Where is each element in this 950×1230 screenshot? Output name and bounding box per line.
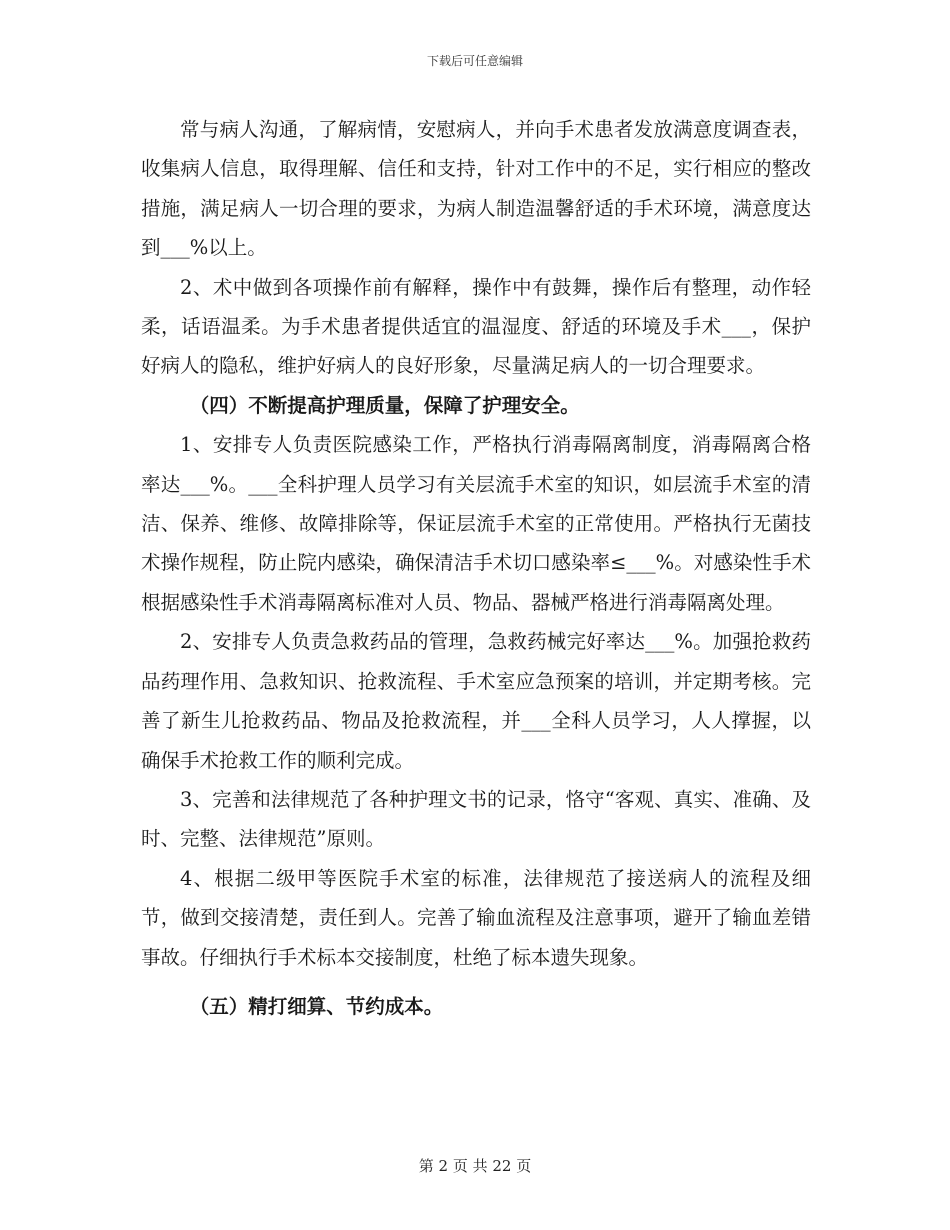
- page-footer: 第 2 页 共 22 页: [418, 1157, 532, 1175]
- paragraph-item-4-standards: 4、根据二级甲等医院手术室的标准，法律规范了接送病人的流程及细节，做到交接清楚，责任到人。完善了输血流程及注意事项，避开了输血差错事故。仔细执行手术标本交接制度，杜绝了标本遗失现象。: [141, 866, 811, 969]
- page-header: 下载后可任意编辑: [426, 54, 523, 68]
- paragraph-item-3-records: 3、完善和法律规范了各种护理文书的记录，恪守“客观、真实、准确、及时、完整、法律规范”原则。: [141, 787, 811, 851]
- section-heading-5: （五）精打细算、节约成本。: [189, 994, 444, 1018]
- document-body: [141, 110, 811, 1026]
- section-heading-4: （四）不断提高护理质量，保障了护理安全。: [189, 393, 580, 417]
- paragraph-item-2-intraop: 2、术中做到各项操作前有解释，操作中有鼓舞，操作后有整理，动作轻柔，话语温柔。为手术患者提供适宜的温湿度、舒适的环境及手术___，保护好病人的隐私，维护好病人的良好形象，尽量满足病人的一切合理要求。: [141, 275, 811, 378]
- paragraph-continuation: 常与病人沟通，了解病情，安慰病人，并向手术患者发放满意度调查表，收集病人信息，取得理解、信任和支持，针对工作中的不足，实行相应的整改措施，满足病人一切合理的要求，为病人制造温馨舒适的手术环境，满意度达到___%以上。: [141, 118, 811, 260]
- paragraph-item-1-infection: 1、安排专人负责医院感染工作，严格执行消毒隔离制度，消毒隔离合格率达___%。___全科护理人员学习有关层流手术室的知识，如层流手术室的清洁、保养、维修、故障排除等，保证层流手术室的正常使用。严格执行无菌技术操作规程，防止院内感染，确保清洁手术切口感染率≤___%。对感染性手术根据感染性手术消毒隔离标准对人员、物品、器械严格进行消毒隔离处理。: [141, 433, 811, 614]
- paragraph-item-2-emergency: 2、安排专人负责急救药品的管理，急救药械完好率达___%。加强抢救药品药理作用、急救知识、抢救流程、手术室应急预案的培训，并定期考核。完善了新生儿抢救药品、物品及抢救流程，并___全科人员学习，人人撑握，以确保手术抢救工作的顺利完成。: [141, 630, 811, 772]
